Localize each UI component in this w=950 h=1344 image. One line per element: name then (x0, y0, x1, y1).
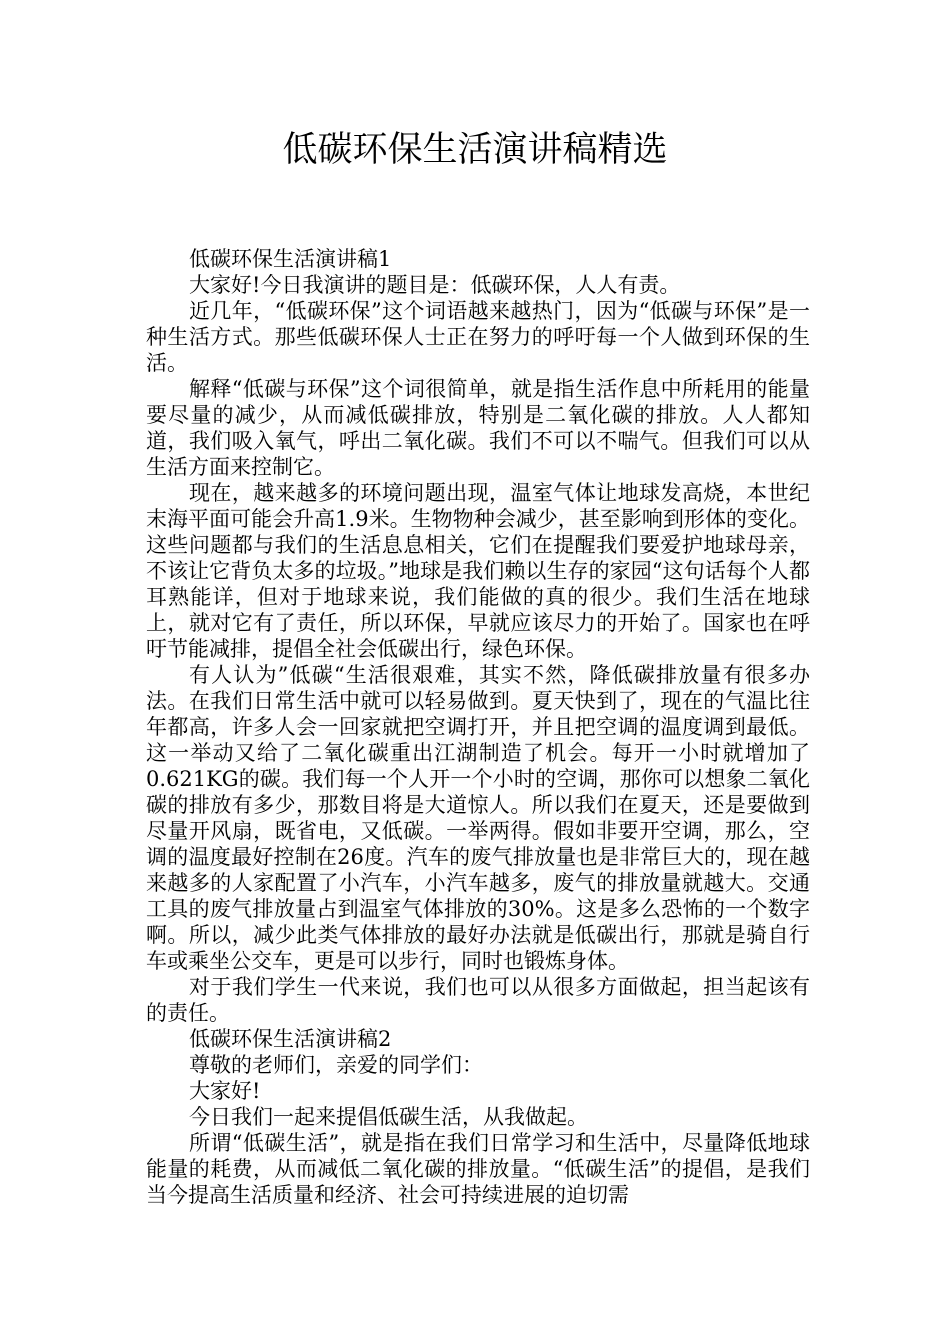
paragraph-greeting: 大家好! (189, 1079, 261, 1103)
paragraph: 现在，越来越多的环境问题出现，温室气体让地球发高烧，本世纪末海平面可能会升高1.9米。生物物种会减少，甚至影响到形体的变化。这些问题都与我们的生活息息相关，它们在提醒我们要爱护地球母亲，不该让它背负太多的垃圾。”地球是我们赖以生存的家园“这句话每个人都耳熟能详，但对于地球来说，我们能做的真的很少。我们生活在地球上，就对它有了责任，所以环保，早就应该尽力的开始了。国家也在呼吁节能减排，提倡全社会低碳出行，绿色环保。 (146, 481, 810, 661)
document-body (146, 246, 810, 1208)
paragraph-speech2-heading: 低碳环保生活演讲稿2 (189, 1027, 392, 1051)
paragraph: 大家好!今日我演讲的题目是：低碳环保，人人有责。 (189, 273, 681, 297)
paragraph: 所谓“低碳生活”，就是指在我们日常学习和生活中，尽量降低地球能量的耗费，从而减低二氧化碳的排放量。“低碳生活”的提倡，是我们当今提高生活质量和经济、社会可持续进展的迫切需 (146, 1131, 810, 1207)
paragraph-salutation: 尊敬的老师们，亲爱的同学们： (189, 1053, 483, 1077)
paragraph-speech1-heading: 低碳环保生活演讲稿1 (189, 247, 392, 271)
paragraph: 解释“低碳与环保”这个词很简单，就是指生活作息中所耗用的能量要尽量的减少，从而减低碳排放，特别是二氧化碳的排放。人人都知道，我们吸入氧气，呼出二氧化碳。我们不可以不喘气。但我们可以从生活方面来控制它。 (146, 377, 810, 479)
paragraph: 对于我们学生一代来说，我们也可以从很多方面做起，担当起该有的责任。 (146, 975, 810, 1025)
paragraph: 今日我们一起来提倡低碳生活，从我做起。 (189, 1105, 588, 1129)
paragraph: 近几年，“低碳环保”这个词语越来越热门，因为“低碳与环保”是一种生活方式。那些低碳环保人士正在努力的呼吁每一个人做到环保的生活。 (146, 299, 810, 375)
paragraph: 有人认为”低碳“生活很艰难，其实不然，降低碳排放量有很多办法。在我们日常生活中就可以轻易做到。夏天快到了，现在的气温比往年都高，许多人会一回家就把空调打开，并且把空调的温度调到最低。这一举动又给了二氧化碳重出江湖制造了机会。每开一小时就增加了0.621KG的碳。我们每一个人开一个小时的空调，那你可以想象二氧化碳的排放有多少，那数目将是大道惊人。所以我们在夏天，还是要做到尽量开风扇，既省电，又低碳。一举两得。假如非要开空调，那么，空调的温度最好控制在26度。汽车的废气排放量也是非常巨大的，现在越来越多的人家配置了小汽车，小汽车越多，废气的排放量就越大。交通工具的废气排放量占到温室气体排放的30%。这是多么恐怖的一个数字啊。所以，减少此类气体排放的最好办法就是低碳出行，那就是骑自行车或乘坐公交车，更是可以步行，同时也锻炼身体。 (146, 663, 810, 973)
page-title: 低碳环保生活演讲稿精选 (282, 130, 668, 170)
